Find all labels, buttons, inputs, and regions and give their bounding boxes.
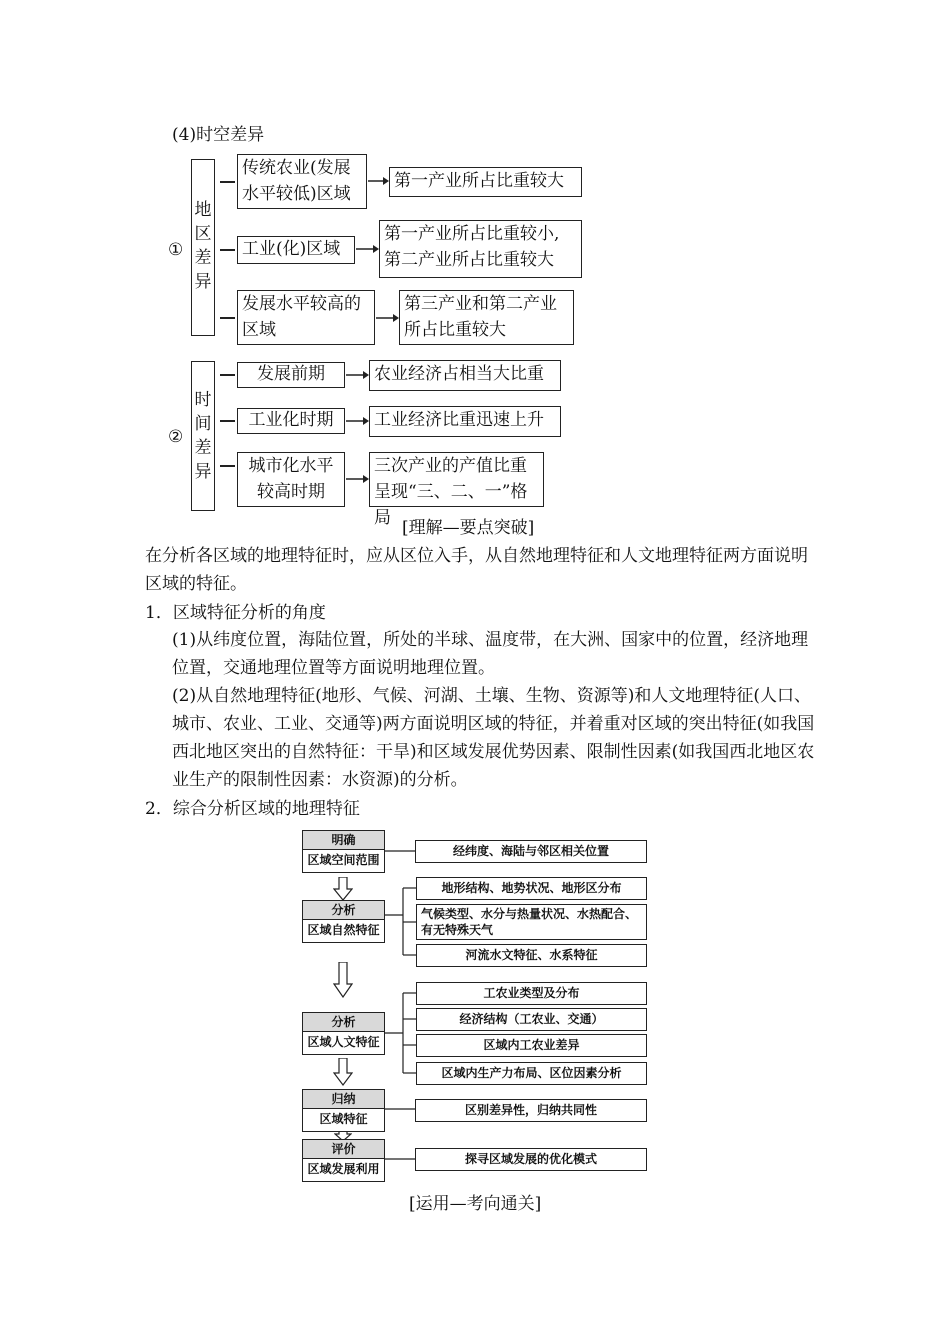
step-sub: 区域特征 xyxy=(319,1112,368,1126)
connector xyxy=(220,420,235,422)
text-line: 区域 xyxy=(242,320,276,340)
down-arrow-icon xyxy=(333,1058,353,1086)
text-line: 第三产业和第二产业 xyxy=(404,294,557,314)
text-line: 西北地区突出的自然特征：干旱)和区域发展优势因素、限制性因素(如我国西北地区农 xyxy=(172,742,815,762)
step-head: 归纳 xyxy=(303,1090,384,1109)
right-box-agriculture-large xyxy=(369,360,561,391)
vchar: 地 xyxy=(194,200,212,220)
step-head: 分析 xyxy=(303,901,384,920)
flow-right-differences: 区别差异性，归纳共同性 xyxy=(415,1099,647,1122)
flow-right-industry-agri: 工农业类型及分布 xyxy=(416,982,647,1005)
text-line: 区域的特征。 xyxy=(145,574,247,594)
right-box-secondary-large xyxy=(379,220,582,278)
text-line: 传统农业(发展 xyxy=(242,158,351,178)
text-line: 三次产业的产值比重 xyxy=(374,456,527,476)
step-sub: 区域人文特征 xyxy=(307,1035,380,1049)
text-line: 城市、农业、工业、交通等)两方面说明区域的特征，并着重对区域的突出特征(如我国 xyxy=(172,714,815,734)
right-box-industry-rising xyxy=(369,406,561,437)
heading-apply: [运用—考向通关] xyxy=(409,1194,542,1214)
flow-right-location: 经纬度、海陆与邻区相关位置 xyxy=(415,840,647,863)
arrow-right-icon xyxy=(376,311,400,325)
arrow-right-icon xyxy=(346,414,370,428)
left-box-industrialization-period xyxy=(237,408,345,434)
flow-step-define xyxy=(302,830,385,873)
step-head: 分析 xyxy=(303,1013,384,1032)
text-line: 所占比重较大 xyxy=(404,320,506,340)
flow-step-natural xyxy=(302,900,385,943)
vchar: 异 xyxy=(194,272,212,292)
left-box-high-urbanization xyxy=(237,452,345,507)
flow-step-summarize xyxy=(302,1089,385,1132)
vchar: 差 xyxy=(194,248,212,268)
connector xyxy=(220,249,235,251)
step-head: 评价 xyxy=(303,1140,384,1159)
flow-step-evaluate xyxy=(302,1139,385,1182)
connector xyxy=(220,181,235,183)
down-arrow-icon xyxy=(333,962,353,998)
text-line: 第一产业所占比重较大 xyxy=(394,171,564,191)
text-line: 较高时期 xyxy=(257,482,325,502)
flow-right-hydrology: 河流水文特征、水系特征 xyxy=(416,944,647,967)
left-box-industrial-region xyxy=(237,236,355,264)
heading-understand: [理解—要点突破] xyxy=(402,518,535,538)
vertical-label-time-difference xyxy=(191,361,215,511)
text-line: 气候类型、水分与热量状况、水热配合、 xyxy=(421,907,638,921)
point1-item1 xyxy=(172,626,808,682)
connector xyxy=(220,317,235,319)
flow-right-terrain: 地形结构、地势状况、地形区分布 xyxy=(416,877,647,900)
left-box-early-stage xyxy=(237,362,345,388)
text-line: 农业经济占相当大比重 xyxy=(374,364,544,384)
step-sub: 区域发展利用 xyxy=(307,1162,380,1176)
text-line: 工业(化)区域 xyxy=(242,239,341,259)
text-line: 业生产的限制性因素：水资源)的分析。 xyxy=(172,770,468,790)
text-line: 工业经济比重迅速上升 xyxy=(374,410,544,430)
flow-step-human xyxy=(302,1012,385,1055)
text-line: 第二产业所占比重较大 xyxy=(384,250,554,270)
step-head: 明确 xyxy=(303,831,384,850)
flow-right-productivity: 区域内生产力布局、区位因素分析 xyxy=(416,1062,647,1085)
vchar: 间 xyxy=(194,414,212,434)
text-line: 位置，交通地理位置等方面说明地理位置。 xyxy=(172,658,495,678)
text-line: 发展前期 xyxy=(257,364,325,384)
left-box-developed-region xyxy=(237,290,375,345)
text-line: (2)从自然地理特征(地形、气候、河湖、土壤、生物、资源等)和人文地理特征(人口、 xyxy=(172,686,811,706)
connector xyxy=(220,374,235,376)
vertical-label-region-difference xyxy=(191,159,215,336)
section-title: (4)时空差异 xyxy=(172,125,265,145)
text-line: 发展水平较高的 xyxy=(242,294,361,314)
down-arrow-icon xyxy=(333,877,353,901)
point2-title: 2．综合分析区域的地理特征 xyxy=(145,799,360,819)
flow-right-optimization: 探寻区域发展的优化模式 xyxy=(415,1148,647,1171)
step-sub: 区域自然特征 xyxy=(307,923,380,937)
vchar: 异 xyxy=(194,462,212,482)
vchar: 区 xyxy=(194,224,212,244)
marker-1: ① xyxy=(168,240,184,260)
arrow-right-icon xyxy=(356,242,380,256)
right-box-tertiary-secondary xyxy=(399,290,574,345)
vchar: 差 xyxy=(194,438,212,458)
point1-title: 1．区域特征分析的角度 xyxy=(145,603,326,623)
right-box-primary-large xyxy=(389,167,582,197)
text-line: 城市化水平 xyxy=(248,456,334,476)
text-line: 水平较低)区域 xyxy=(242,184,351,204)
connector xyxy=(220,465,235,467)
text-line: 呈现“三、二、一”格局 xyxy=(374,482,528,528)
text-line: 有无特殊天气 xyxy=(421,923,494,937)
arrow-right-icon xyxy=(368,174,390,188)
text-line: 在分析各区域的地理特征时，应从区位入手，从自然地理特征和人文地理特征两方面说明 xyxy=(145,546,808,566)
vchar: 时 xyxy=(194,390,212,410)
marker-2: ② xyxy=(168,427,184,447)
flow-right-internal-difference: 区域内工农业差异 xyxy=(416,1034,647,1057)
flow-right-economic-structure: 经济结构（工农业、交通） xyxy=(416,1008,647,1031)
flow-right-climate xyxy=(416,904,647,940)
text-line: 第一产业所占比重较小, xyxy=(384,224,560,244)
arrow-right-icon xyxy=(346,472,370,486)
text-line: 工业化时期 xyxy=(248,410,334,430)
text-line: (1)从纬度位置，海陆位置，所处的半球、温度带，在大洲、国家中的位置，经济地理 xyxy=(172,630,809,650)
step-sub: 区域空间范围 xyxy=(307,853,380,867)
left-box-traditional-agriculture xyxy=(237,154,367,209)
intro-paragraph xyxy=(145,542,808,598)
point1-item2 xyxy=(172,682,814,794)
arrow-right-icon xyxy=(346,368,370,382)
